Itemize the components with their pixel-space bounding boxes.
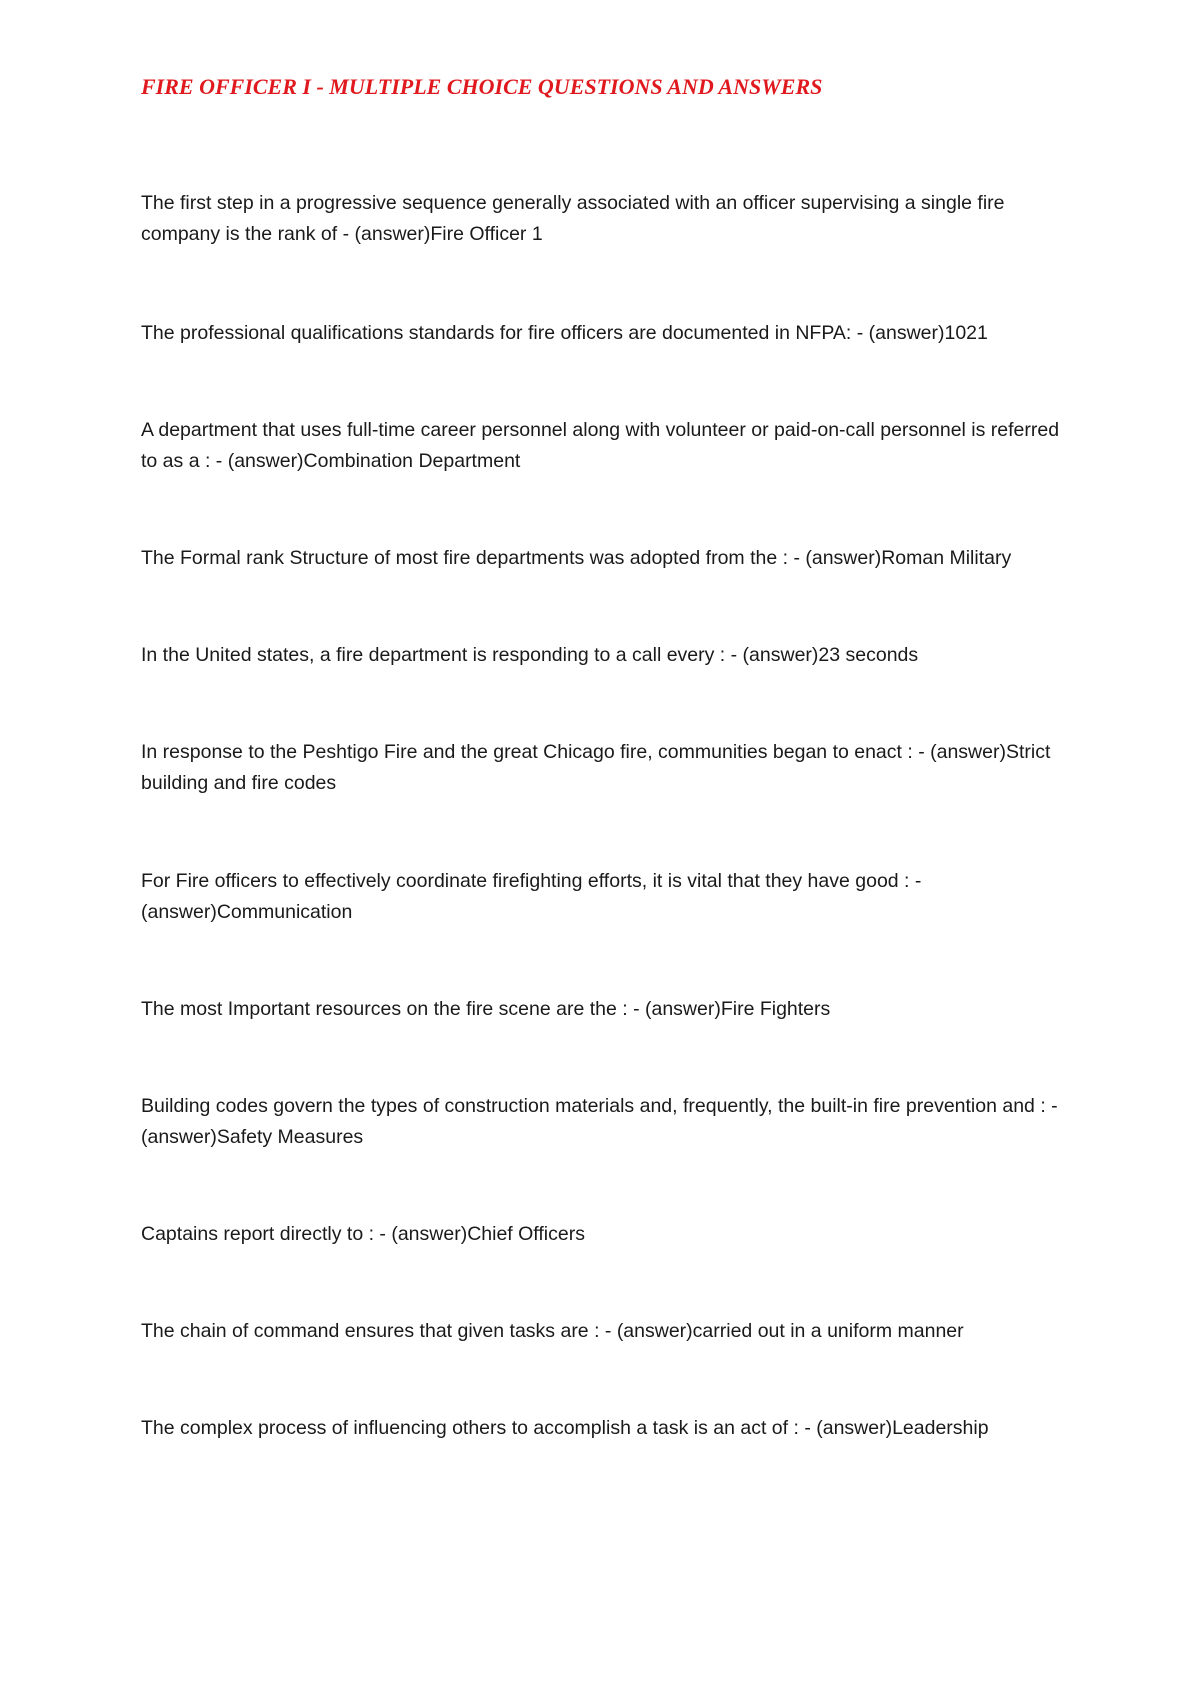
qa-item-11: The chain of command ensures that given tasks are : - (answer)carried out in a uniform manner	[141, 1320, 964, 1342]
qa-item-2: The professional qualifications standards for fire officers are documented in NFPA: - (answer)1021	[141, 322, 988, 344]
qa-item-4: The Formal rank Structure of most fire departments was adopted from the : - (answer)Roman Military	[141, 547, 1012, 569]
document-title: FIRE OFFICER I - MULTIPLE CHOICE QUESTIONS AND ANSWERS	[141, 74, 823, 99]
qa-item-8: The most Important resources on the fire scene are the : - (answer)Fire Fighters	[141, 998, 831, 1020]
qa-item-9: Building codes govern the types of construction materials and, frequently, the built-in fire prevention and : - (answer)Safety Measures	[141, 1095, 1058, 1148]
qa-item-6: In response to the Peshtigo Fire and the great Chicago fire, communities began to enact : - (answer)Strict building and fire codes	[141, 741, 1051, 794]
qa-item-12: The complex process of influencing others to accomplish a task is an act of : - (answer)Leadership	[141, 1417, 989, 1439]
qa-item-7: For Fire officers to effectively coordinate firefighting efforts, it is vital that they have good : - (answer)Communication	[141, 870, 922, 923]
qa-item-10: Captains report directly to : - (answer)Chief Officers	[141, 1223, 585, 1245]
qa-item-5: In the United states, a fire department is responding to a call every : - (answer)23 seconds	[141, 644, 919, 666]
qa-item-1: The first step in a progressive sequence generally associated with an officer supervising a single fire company is the rank of - (answer)Fire Officer 1	[141, 192, 1005, 245]
qa-item-3: A department that uses full-time career personnel along with volunteer or paid-on-call personnel is referred to as a : - (answer)Combination Department	[141, 419, 1060, 472]
